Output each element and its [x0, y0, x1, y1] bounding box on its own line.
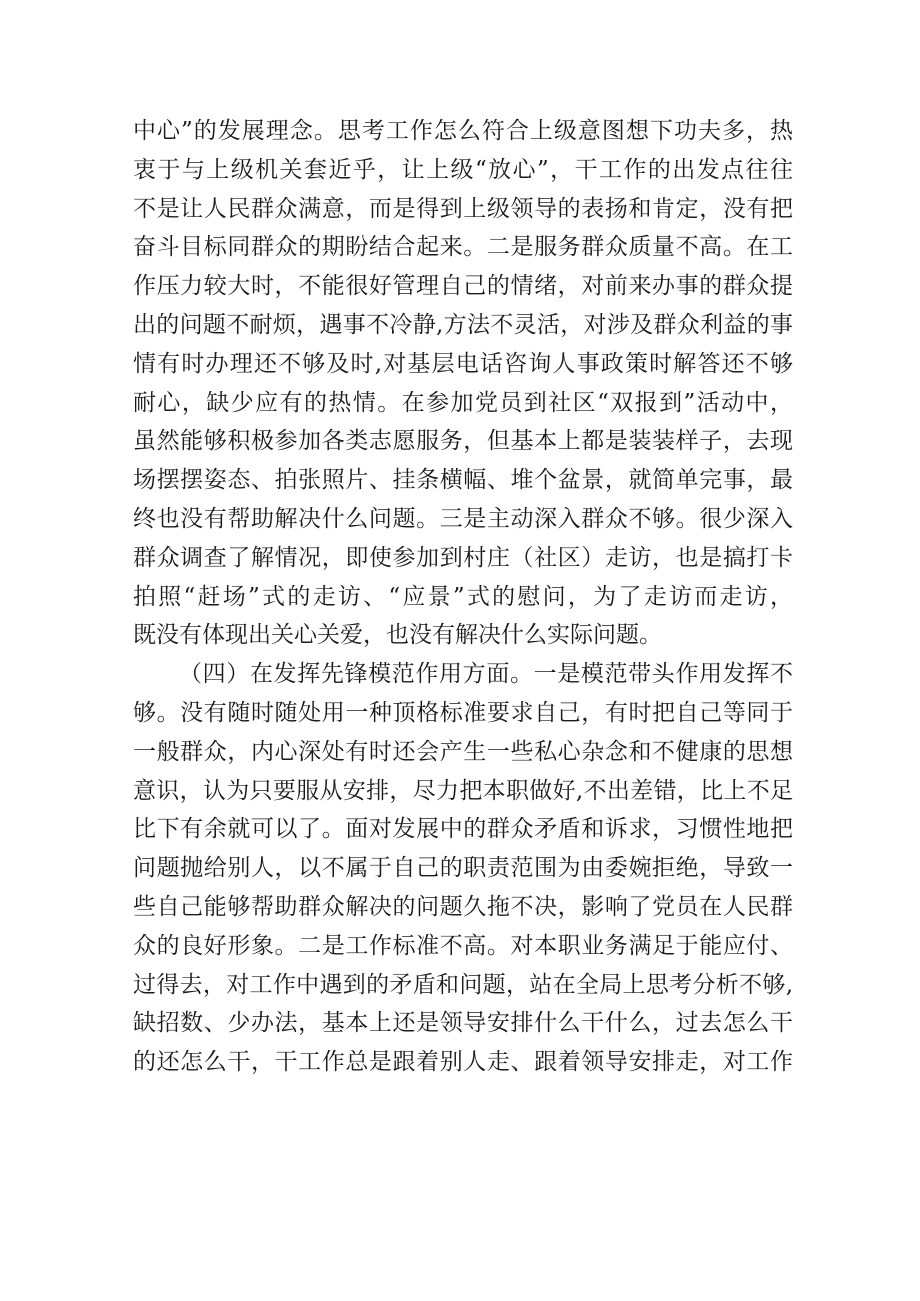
- text-line: 拍照“赶场”式的走访、“应景”式的慰问，为了走访而走访，: [133, 583, 793, 610]
- paragraph-1: [133, 112, 793, 655]
- text-line: 衷于与上级机关套近乎，让上级“放心”，干工作的出发点往往: [133, 156, 793, 183]
- text-line: 耐心，缺少应有的热情。在参加党员到社区“双报到”活动中，: [133, 389, 793, 416]
- text-line: 问题抛给别人，以不属于自己的职责范围为由委婉拒绝，导致一: [133, 855, 793, 882]
- text-line: 终也没有帮助解决什么问题。三是主动深入群众不够。很少深入: [133, 505, 793, 532]
- text-line: 虽然能够积极参加各类志愿服务，但基本上都是装装样子，去现: [133, 428, 793, 455]
- text-line: 中心”的发展理念。思考工作怎么符合上级意图想下功夫多，热: [133, 118, 793, 144]
- document-body: [133, 112, 793, 1082]
- text-line: 不是让人民群众满意，而是得到上级领导的表扬和肯定，没有把: [133, 195, 793, 222]
- text-line: 些自己能够帮助群众解决的问题久拖不决，影响了党员在人民群: [133, 893, 793, 920]
- text-line: 既没有体现出关心关爱，也没有解决什么实际问题。: [133, 622, 662, 649]
- paragraph-2: [133, 655, 793, 1082]
- text-line: 过得去，对工作中遇到的矛盾和问题，站在全局上思考分析不够,: [133, 971, 793, 998]
- text-line: 场摆摆姿态、拍张照片、挂条横幅、堆个盆景，就简单完事，最: [133, 467, 793, 494]
- text-line: 的还怎么干，干工作总是跟着别人走、跟着领导安排走，对工作: [133, 1049, 793, 1076]
- text-line: 比下有余就可以了。面对发展中的群众矛盾和诉求，习惯性地把: [133, 816, 793, 843]
- text-line: 够。没有随时随处用一种顶格标准要求自己，有时把自己等同于: [133, 699, 793, 726]
- text-line: 作压力较大时，不能很好管理自己的情绪，对前来办事的群众提: [133, 273, 793, 300]
- section-heading-line: （四）在发挥先锋模范作用方面。一是模范带头作用发挥不: [179, 661, 793, 688]
- text-line: 缺招数、少办法，基本上还是领导安排什么干什么，过去怎么干: [133, 1010, 793, 1037]
- text-line: 群众调查了解情况，即使参加到村庄（社区）走访，也是搞打卡: [133, 544, 793, 571]
- text-line: 情有时办理还不够及时,对基层电话咨询人事政策时解答还不够: [133, 350, 793, 377]
- text-line: 出的问题不耐烦，遇事不冷静,方法不灵活，对涉及群众利益的事: [133, 311, 793, 338]
- text-line: 意识，认为只要服从安排，尽力把本职做好,不出差错，比上不足: [133, 777, 793, 804]
- text-line: 奋斗目标同群众的期盼结合起来。二是服务群众质量不高。在工: [133, 234, 793, 261]
- text-line: 众的良好形象。二是工作标准不高。对本职业务满足于能应付、: [133, 932, 793, 959]
- text-line: 一般群众，内心深处有时还会产生一些私心杂念和不健康的思想: [133, 738, 793, 765]
